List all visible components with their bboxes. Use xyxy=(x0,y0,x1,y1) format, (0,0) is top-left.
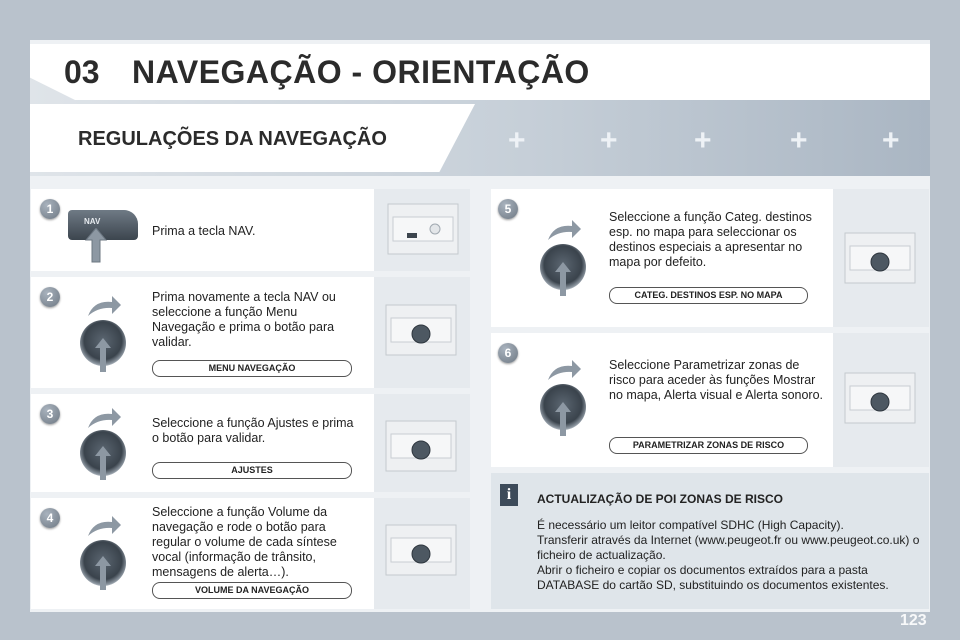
info-line: Abrir o ficheiro e copiar os documentos extraídos para a pasta DATABASE do cartão SD, substituindo os documentos existentes. xyxy=(537,563,889,592)
rotate-arrow-icon xyxy=(86,514,122,538)
chapter-number: 03 xyxy=(64,54,100,90)
radio-unit-icon xyxy=(844,232,916,284)
info-icon: i xyxy=(500,484,518,506)
rotate-arrow-icon xyxy=(86,294,122,318)
decor-plus-icon: + xyxy=(694,124,712,157)
info-text xyxy=(537,518,922,593)
rotate-arrow-icon xyxy=(546,218,582,242)
press-arrow-icon xyxy=(84,228,108,264)
step-text-5: Seleccione a função Categ. destinos esp. no mapa para seleccionar os destinos especiais a apresentar no mapa por defeito. xyxy=(609,210,812,269)
step-number-badge: 4 xyxy=(40,508,60,528)
decor-plus-icon: + xyxy=(790,124,808,157)
rotate-arrow-icon xyxy=(86,406,122,430)
step-number-badge: 3 xyxy=(40,404,60,424)
radio-unit-icon xyxy=(385,304,457,356)
decor-plus-icon: + xyxy=(600,124,618,157)
info-line: É necessário um leitor compatível SDHC (High Capacity). xyxy=(537,518,844,532)
menu-label-chip: MENU NAVEGAÇÃO xyxy=(152,360,352,377)
press-arrow-icon xyxy=(94,446,112,482)
menu-label-chip: PARAMETRIZAR ZONAS DE RISCO xyxy=(609,437,808,454)
decor-plus-icon: + xyxy=(882,124,900,157)
radio-unit-icon xyxy=(385,420,457,472)
page-number: 123 xyxy=(900,612,927,629)
step-number-badge: 6 xyxy=(498,343,518,363)
step-number-badge: 5 xyxy=(498,199,518,219)
decor-plus-icon: + xyxy=(508,124,526,157)
step-text-2: Prima novamente a tecla NAV ou seleccione a função Menu Navegação e prima o botão para validar. xyxy=(152,290,336,349)
step-text-4: Seleccione a função Volume da navegação e rode o botão para regular o volume de cada síntese vocal (informação de trânsito, mensagens de alerta…). xyxy=(152,505,337,579)
press-arrow-icon xyxy=(94,556,112,592)
menu-label-chip: AJUSTES xyxy=(152,462,352,479)
menu-label-chip: VOLUME DA NAVEGAÇÃO xyxy=(152,582,352,599)
menu-label-chip: CATEG. DESTINOS ESP. NO MAPA xyxy=(609,287,808,304)
step-text-6: Seleccione Parametrizar zonas de risco para aceder às funções Mostrar no mapa, Alerta visual e Alerta sonoro. xyxy=(609,358,824,402)
step-text-1: Prima a tecla NAV. xyxy=(152,224,256,238)
page-title: NAVEGAÇÃO - ORIENTAÇÃO xyxy=(132,54,590,90)
press-arrow-icon xyxy=(554,262,572,298)
info-title: ACTUALIZAÇÃO DE POI ZONAS DE RISCO xyxy=(537,492,784,506)
radio-unit-icon xyxy=(387,203,459,255)
step-number-badge: 2 xyxy=(40,287,60,307)
step-text-3: Seleccione a função Ajustes e prima o botão para validar. xyxy=(152,416,354,445)
step-number-badge: 1 xyxy=(40,199,60,219)
section-subtitle: REGULAÇÕES DA NAVEGAÇÃO xyxy=(78,128,387,150)
rotate-arrow-icon xyxy=(546,358,582,382)
radio-unit-icon xyxy=(844,372,916,424)
press-arrow-icon xyxy=(94,338,112,374)
radio-unit-icon xyxy=(385,524,457,576)
info-line: Transferir através da Internet (www.peugeot.fr ou www.peugeot.co.uk) o ficheiro de actualização. xyxy=(537,533,920,562)
nav-key-label: NAV xyxy=(84,217,101,226)
press-arrow-icon xyxy=(554,402,572,438)
